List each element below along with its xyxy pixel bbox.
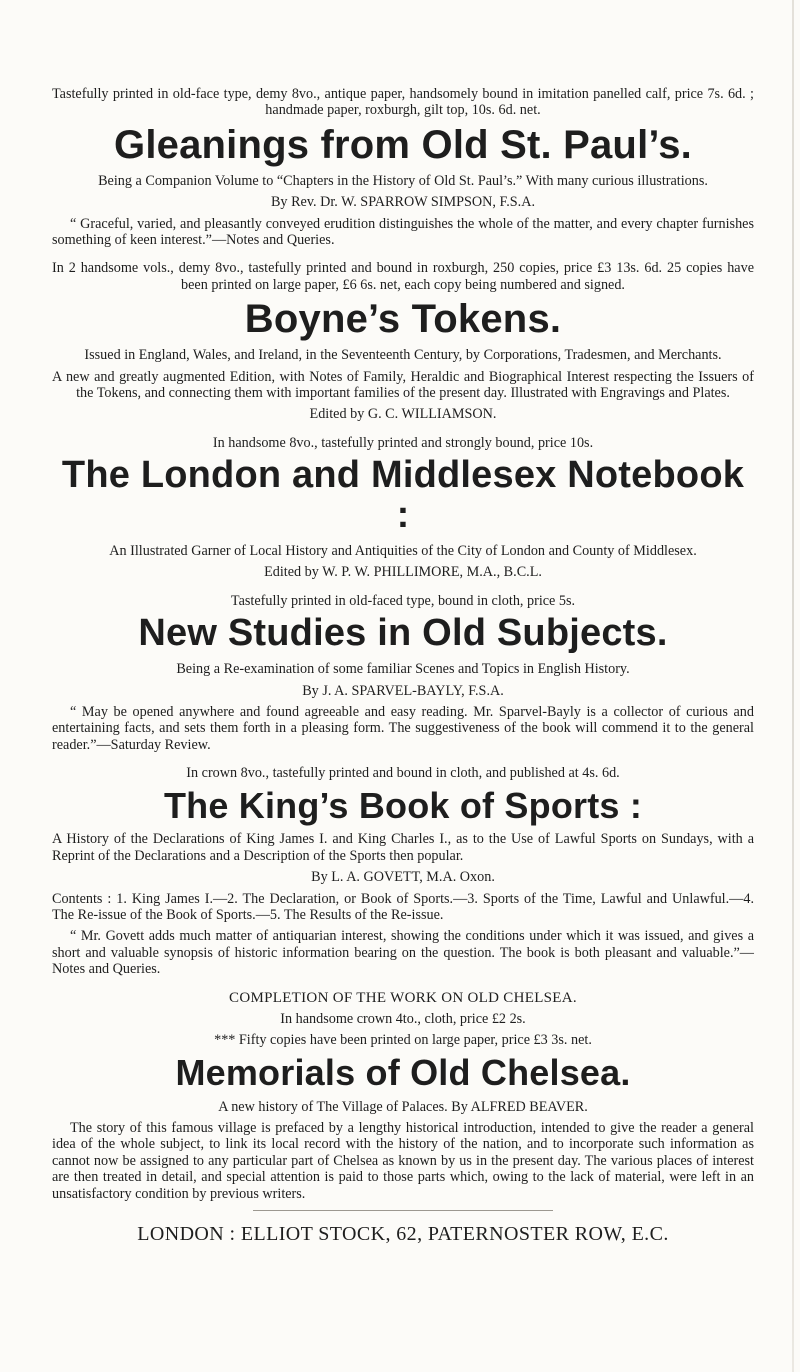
book-listing-old-chelsea (52, 990, 754, 1202)
book-listing-gleanings (52, 86, 754, 248)
book-editor: Edited by W. P. W. PHILLIMORE, M.A., B.C.L. (264, 564, 542, 581)
book-editor: Edited by G. C. WILLIAMSON. (309, 406, 497, 423)
book-review: “ Graceful, varied, and pleasantly conveyed erudition distinguishes the whole of the matter, and every chapter furnishes something of keen interest.”—Notes and Queries. (52, 215, 754, 249)
divider (253, 1210, 553, 1211)
book-title: Gleanings from Old St. Paul’s. (114, 122, 692, 167)
book-subtitle: An Illustrated Garner of Local History and Antiquities of the City of London and County of Middlesex. (109, 543, 697, 560)
price-note: In handsome crown 4to., cloth, price £2 2s. (280, 1011, 526, 1028)
price-note: In 2 handsome vols., demy 8vo., tastefully printed and bound in roxburgh, 250 copies, price £3 13s. 6d. 25 copies have been printed on large paper, £6 6s. net, each copy being numbered and signed. (52, 260, 754, 293)
book-author: By J. A. SPARVEL-BAYLY, F.S.A. (302, 682, 504, 699)
large-paper-note: *** Fifty copies have been printed on large paper, price £3 3s. net. (214, 1032, 592, 1049)
book-listing-london-middlesex (52, 435, 754, 581)
book-title: New Studies in Old Subjects. (138, 612, 668, 655)
book-listing-kings-book-of-sports (52, 765, 754, 977)
book-author: By Rev. Dr. W. SPARROW SIMPSON, F.S.A. (270, 194, 536, 211)
price-note: Tastefully printed in old-faced type, bound in cloth, price 5s. (230, 592, 576, 609)
price-note: In crown 8vo., tastefully printed and bound in cloth, and published at 4s. 6d. (186, 765, 620, 782)
book-title: The King’s Book of Sports : (163, 784, 643, 826)
book-listing-boynes-tokens (52, 260, 754, 422)
book-subtitle: A History of the Declarations of King James I. and King Charles I., as to the Use of Lawful Sports on Sundays, with a Reprint of the Declarations and a Description of the Sports then popular. (52, 831, 754, 864)
book-subtitle: Issued in England, Wales, and Ireland, in the Seventeenth Century, by Corporations, Tradesmen, and Merchants. (84, 347, 722, 364)
book-subtitle: A new history of The Village of Palaces. By ALFRED BEAVER. (218, 1098, 588, 1115)
book-title: Memorials of Old Chelsea. (175, 1051, 631, 1093)
book-review: “ May be opened anywhere and found agreeable and easy reading. Mr. Sparvel-Bayly is a collector of curious and entertaining facts, and sets them forth in a pleasing form. The suggestiveness of the book will commend it to the general reader.”—Saturday Review. (52, 703, 754, 753)
book-title: Boyne’s Tokens. (244, 297, 562, 342)
book-author: By L. A. GOVETT, M.A. Oxon. (311, 869, 495, 886)
book-listing-new-studies (52, 593, 754, 753)
book-review: “ Mr. Govett adds much matter of antiquarian interest, showing the conditions under which it was issued, and gives a short and valuable synopsis of historic information bearing on the question. The book is both pleasant and valuable.”—Notes and Queries. (52, 928, 754, 978)
publisher-imprint: LONDON : ELLIOT STOCK, 62, PATERNOSTER ROW, E.C. (137, 1223, 669, 1246)
book-contents: Contents : 1. King James I.—2. The Declaration, or Book of Sports.—3. Sports of the Time, Lawful and Unlawful.—4. The Re-issue of the Book of Sports.—5. The Results of the Re-issue. (52, 890, 754, 924)
book-description: The story of this famous village is prefaced by a lengthy historical introduction, intended to give the reader a general idea of the whole subject, to link its local record with the history of the nation, and to incorporate such information as cannot now be assigned to any particular part of Chelsea as known by us in the present day. The various places of interest are then treated in detail, and special attention is paid to those parts which, owing to the lack of material, were left in an unsatisfactory condition by previous writers. (52, 1120, 754, 1202)
book-title: The London and Middlesex Notebook : (61, 454, 745, 537)
book-subtitle: Being a Re-examination of some familiar Scenes and Topics in English History. (176, 661, 630, 678)
book-subtitle: Being a Companion Volume to “Chapters in the History of Old St. Paul’s.” With many curious illustrations. (98, 172, 708, 189)
price-note: Tastefully printed in old-face type, demy 8vo., antique paper, handsomely bound in imitation panelled calf, price 7s. 6d. ; handmade paper, roxburgh, gilt top, 10s. 6d. net. (52, 86, 754, 119)
page-edge-shadow (792, 0, 794, 1372)
book-description: A new and greatly augmented Edition, with Notes of Family, Heraldic and Biographical Interest respecting the Issuers of the Tokens, and connecting them with important families of the present day. Illustrated with Engravings and Plates. (52, 368, 754, 402)
section-heading: COMPLETION OF THE WORK ON OLD CHELSEA. (229, 989, 577, 1006)
price-note: In handsome 8vo., tastefully printed and strongly bound, price 10s. (212, 434, 594, 451)
